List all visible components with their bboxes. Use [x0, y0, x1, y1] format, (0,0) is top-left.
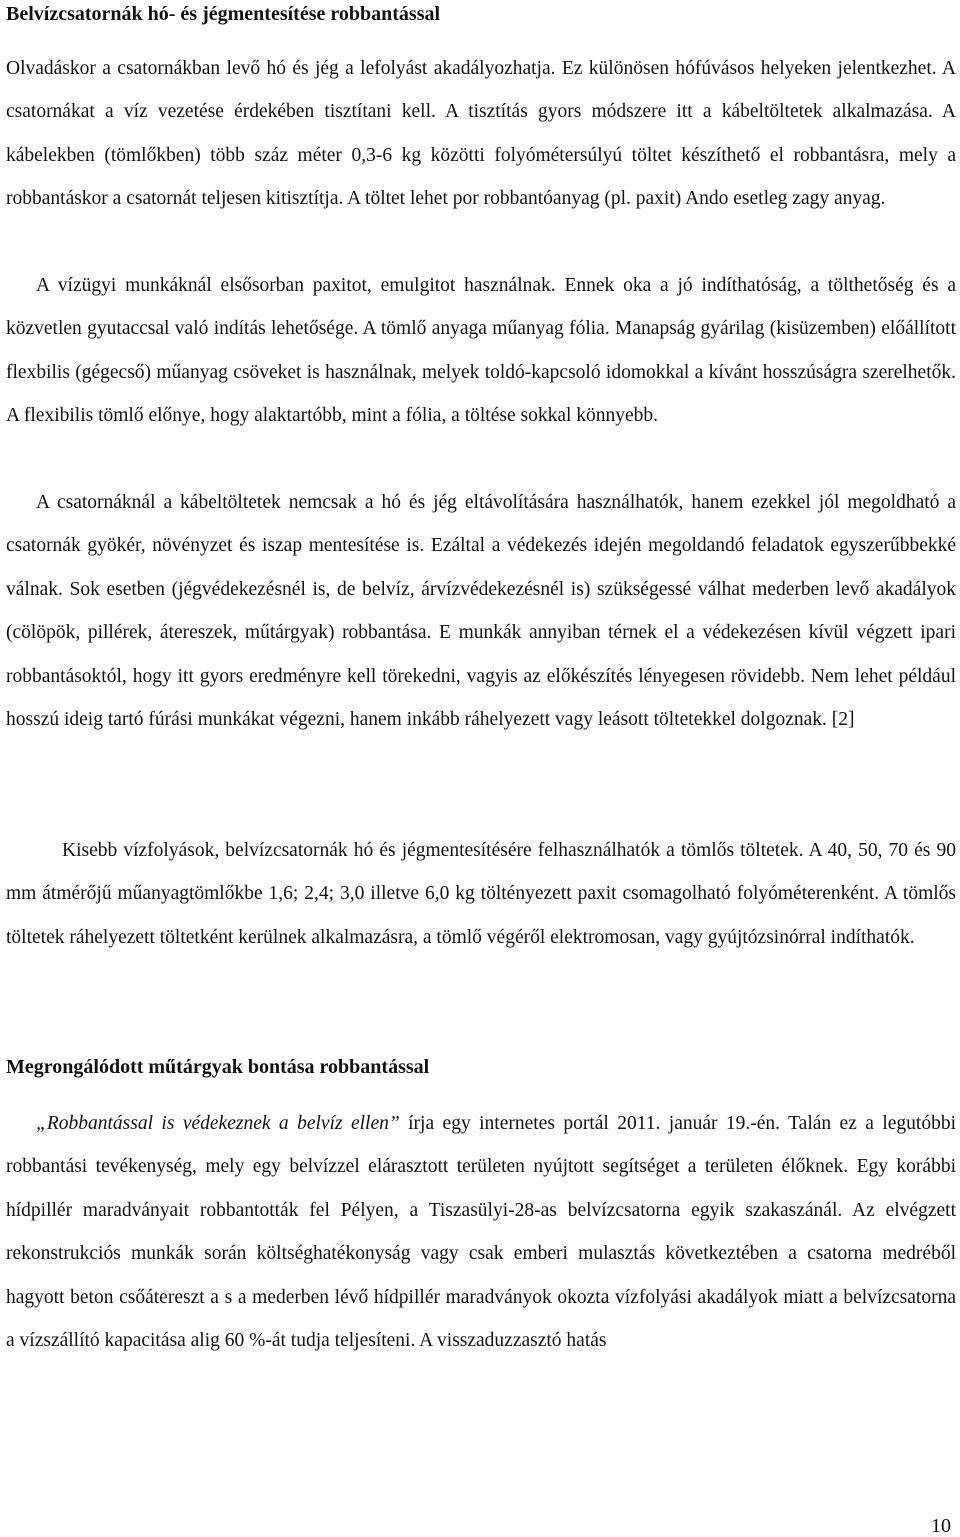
paragraph: [6, 481, 956, 741]
paragraph-text: Olvadáskor a csatornákban levő hó és jég a lefolyást akadályozhatja. Ez különösen hófúvásos helyeken jelentkezhet. A csatornákat a víz vezetése érdekében tisztítani kell. A tisztítás gyors módszere itt a kábeltöltetek alkalmazása. A kábelekben (tömlőkben) több száz méter 0,3-6 kg közötti folyómétersúlyú töltet készíthető el robbantásra, mely a robbantáskor a csatornát teljesen kitisztítja. A töltet lehet por robbantóanyag (pl. paxit) Ando esetleg zagy anyag.: [6, 58, 956, 210]
section-title: Belvízcsatornák hó- és jégmentesítése robbantással: [6, 3, 441, 25]
paragraph: [6, 1102, 956, 1362]
paragraph-text: Kisebb vízfolyások, belvízcsatornák hó és jégmentesítésére felhasználhatók a tömlős töltetek. A 40, 50, 70 és 90 mm átmérőjű műanyagtömlőkbe 1,6; 2,4; 3,0 illetve 6,0 kg töltényezett paxit csomagolható folyóméterenként. A tömlős töltetek ráhelyezett töltetként kerülnek alkalmazásra, a tömlő végéről elektromosan, vagy gyújtózsinórral indíthatók.: [6, 840, 956, 948]
paragraph-text: írja egy internetes portál 2011. január 19.-én. Talán ez a legutóbbi robbantási tevékenység, mely egy belvízzel elárasztott területen nyújtott segítséget a területen élőknek. Egy korábbi hídpillér maradványait robbantották fel Pélyen, a Tiszasülyi-28-as belvízcsatorna egyik szakaszánál. Az elvégzett rekonstrukciós munkák során költséghatékonyság vagy csak emberi mulasztás következtében a csatorna medréből hagyott beton csőátereszt a s a mederben lévő hídpillér maradványok okozta vízfolyási akadályok miatt a belvízcsatorna a vízszállító kapacitása alig 60 %-át tudja teljesíteni. A visszaduzzasztó hatás: [6, 1113, 956, 1352]
paragraph: [6, 829, 956, 959]
paragraph-text: A vízügyi munkáknál elsősorban paxitot, emulgitot használnak. Ennek oka a jó indíthatóság, a tölthetőség és a közvetlen gyutaccsal való indítás lehetősége. A tömlő anyaga műanyag fólia. Manapság gyárilag (kisüzemben) előállított flexbilis (gégecső) műanyag csöveket is használnak, melyek toldó-kapcsoló idomokkal a kívánt hosszúságra szerelhetők. A flexibilis tömlő előnye, hogy alaktartóbb, mint a fólia, a töltése sokkal könnyebb.: [6, 275, 956, 427]
section-title: Megrongálódott műtárgyak bontása robbantással: [6, 1056, 430, 1078]
paragraph: [6, 264, 956, 438]
page-number: 10: [931, 1515, 951, 1537]
paragraph: [6, 47, 956, 221]
quote-text: „Robbantással is védekeznek a belvíz ellen”: [36, 1113, 400, 1134]
paragraph-text: A csatornáknál a kábeltöltetek nemcsak a hó és jég eltávolítására használhatók, hanem ezekkel jól megoldható a csatornák gyökér, növényzet és iszap mentesítése is. Ezáltal a védekezés idején megoldandó feladatok egyszerűbbekké válnak. Sok esetben (jégvédekezésnél is, de belvíz, árvízvédekezésnél is) szükségessé válhat mederben levő akadályok (cölöpök, pillérek, átereszek, műtárgyak) robbantása. E munkák annyiban térnek el a védekezésen kívül végzett ipari robbantásoktól, hogy itt gyors eredményre kell törekedni, vagyis az előkészítés lényegesen rövidebb. Nem lehet például hosszú ideig tartó fúrási munkákat végezni, hanem inkább ráhelyezett vagy leásott töltetekkel dolgoznak. [2]: [6, 492, 956, 731]
